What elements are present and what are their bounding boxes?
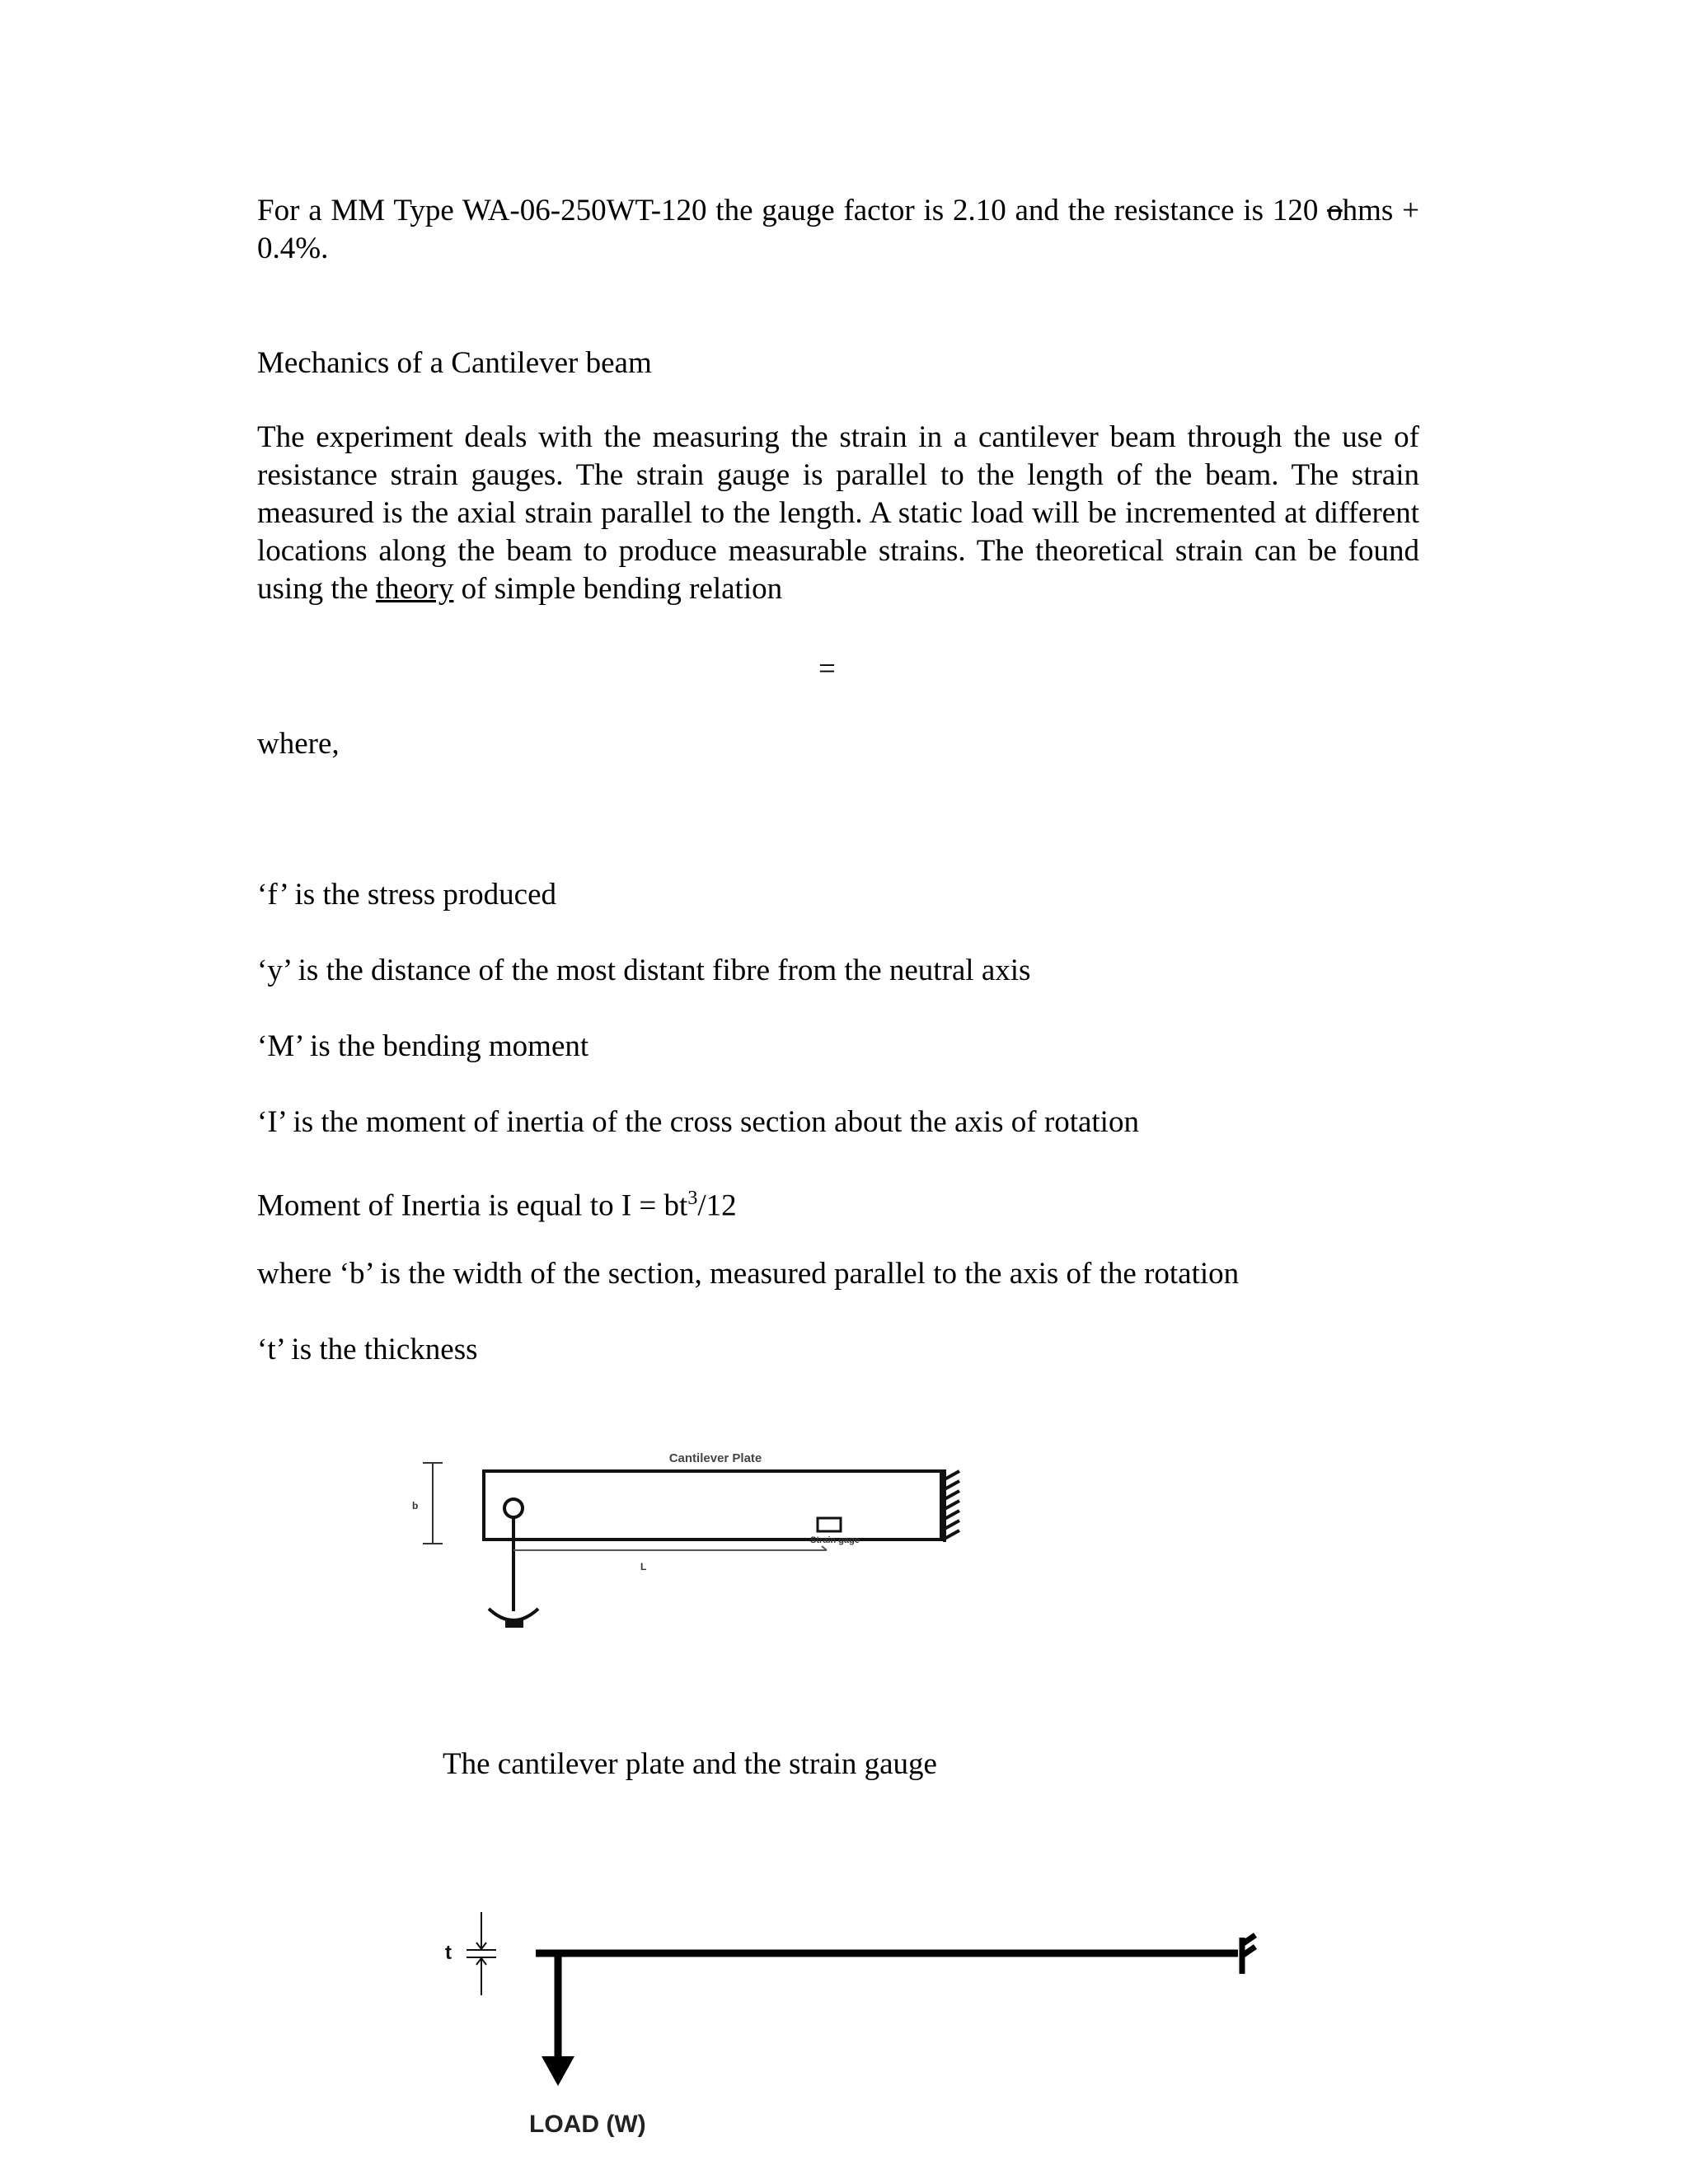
load-hook-ring xyxy=(504,1499,523,1517)
moment-of-inertia-line xyxy=(257,1179,1419,1225)
gauge-text-part-b: hms xyxy=(1342,194,1403,227)
intro-text-part-a: The experiment deals with the measuring the strain in a cantilever beam through the use of resistance strain gauges. The strain gauge is parallel to the length of the beam. The strain measured is the axial strain parallel to the length. A static load will be incremented at different locations along the beam to produce measurable strains. The theoretical strain can be found using the xyxy=(257,420,1419,606)
load-pan-base xyxy=(505,1619,523,1628)
load-arrow-head xyxy=(542,2056,574,2086)
width-dimension xyxy=(423,1463,443,1544)
width-label: b xyxy=(412,1500,419,1511)
length-label: L xyxy=(640,1561,647,1572)
figure1-caption: The cantilever plate and the strain gauge xyxy=(443,1747,937,1781)
beam-load-figure xyxy=(429,1908,1269,2155)
definition-b: where ‘b’ is the width of the section, measured parallel to the axis of the rotation xyxy=(257,1257,1240,1291)
definition-m: ‘M’ is the bending moment xyxy=(257,1029,589,1063)
bending-equation: = xyxy=(818,652,836,686)
strain-gauge-symbol xyxy=(818,1518,841,1531)
gauge-text-part-c: 0.4%. xyxy=(257,232,329,265)
inertia-text: Moment of Inertia is equal to I = bt xyxy=(257,1188,688,1223)
plus-minus-symbol: + xyxy=(1402,194,1419,227)
fixed-end-symbol xyxy=(1242,1935,1255,1974)
gauge-text-part-a: For a MM Type WA-06-250WT-120 the gauge factor is 2.10 and the resistance is 120 xyxy=(257,194,1319,227)
definition-t: ‘t’ is the thickness xyxy=(257,1333,478,1366)
cantilever-plate-figure xyxy=(396,1438,1006,1652)
thickness-dimension xyxy=(467,1912,496,1995)
section-heading: Mechanics of a Cantilever beam xyxy=(257,346,652,380)
gauge-factor-paragraph xyxy=(257,192,1419,268)
definition-f: ‘f’ is the stress produced xyxy=(257,878,557,912)
where-label: where, xyxy=(257,727,340,761)
inertia-exponent: 3 xyxy=(687,1188,698,1209)
thickness-label: t xyxy=(445,1942,452,1964)
load-label: LOAD (W) xyxy=(529,2111,646,2138)
gauge-text-strike-o: o xyxy=(1327,194,1343,227)
definition-i: ‘I’ is the moment of inertia of the cross section about the axis of rotation xyxy=(257,1105,1139,1139)
strain-gauge-label: Strain gage xyxy=(810,1535,860,1545)
intro-paragraph xyxy=(257,419,1419,608)
fixed-support-hatch xyxy=(945,1469,959,1542)
plate-outline xyxy=(484,1471,941,1540)
definition-y: ‘y’ is the distance of the most distant fibre from the neutral axis xyxy=(257,954,1031,987)
intro-text-part-b: of simple bending relation xyxy=(453,572,783,606)
figure1-title: Cantilever Plate xyxy=(668,1451,762,1465)
intro-underlined-word: theory xyxy=(375,572,454,606)
inertia-text-end: /12 xyxy=(697,1188,737,1223)
